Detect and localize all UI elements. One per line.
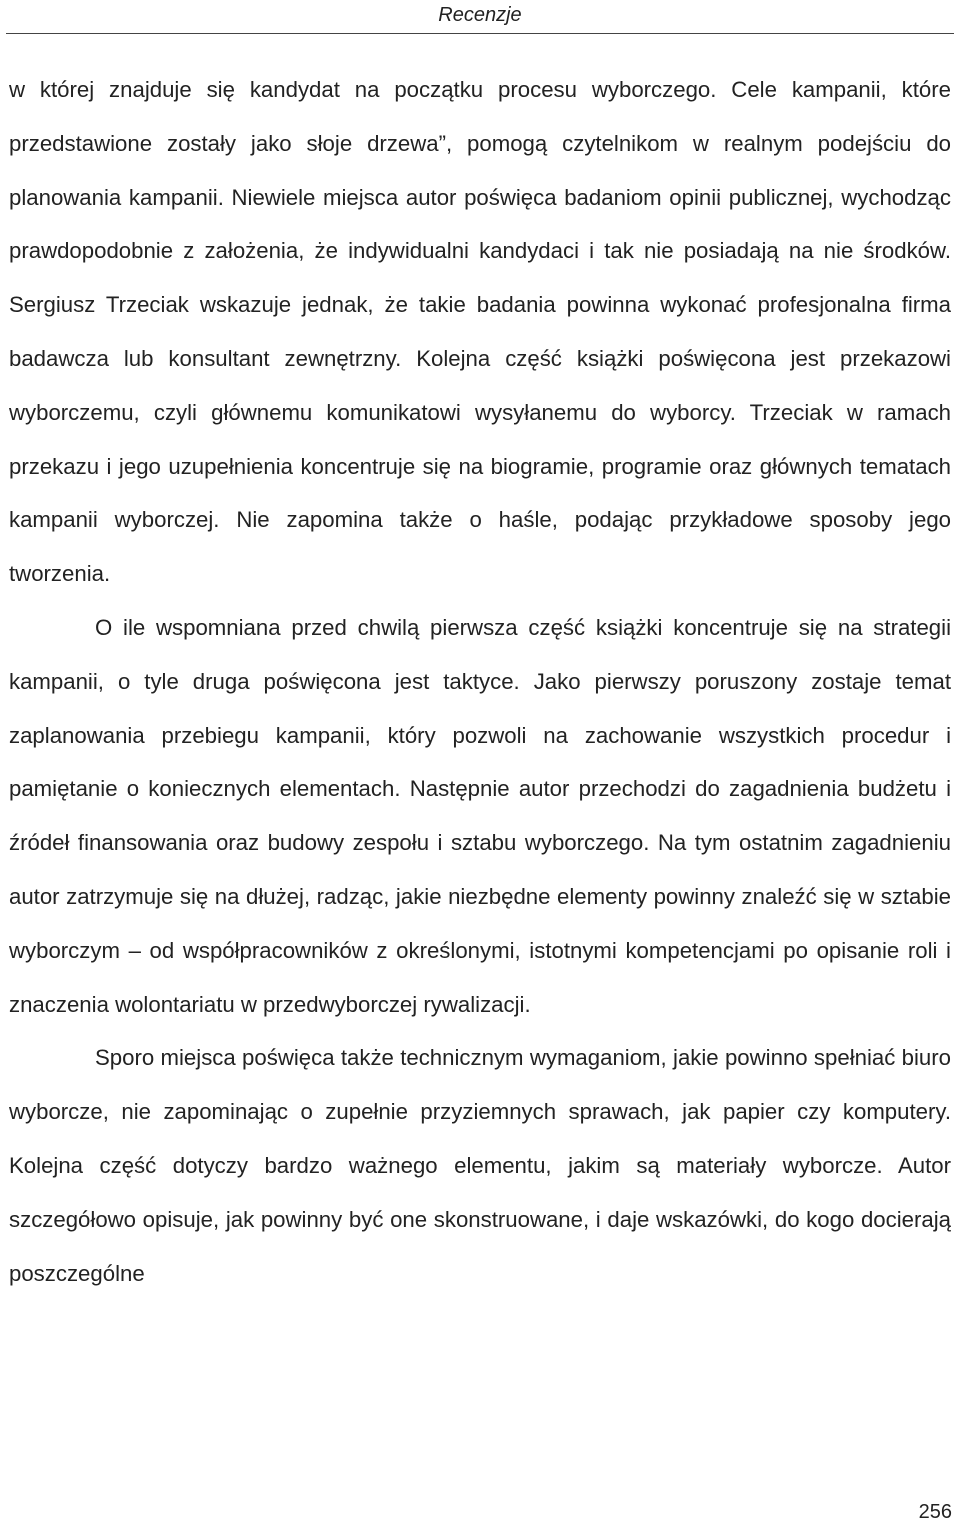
paragraph-1: w której znajduje się kandydat na początku procesu wyborczego. Cele kampanii, które przedstawione zostały jako słoje drzewa”, pomogą czytelnikom w realnym podejściu do planowania kampanii. Niewiele miejsca autor poświęca badaniom opinii publicznej, wychodząc prawdopodobnie z założenia, że indywidualni kandydaci i tak nie posiadają na nie środków. Sergiusz Trzeciak wskazuje jednak, że takie badania powinna wykonać profesjonalna firma badawcza lub konsultant zewnętrzny. Kolejna część książki poświęcona jest przekazowi wyborczemu, czyli głównemu komunikatowi wysyłanemu do wyborcy. Trzeciak w ramach przekazu i jego uzupełnienia koncentruje się na biogramie, programie oraz głównych tematach kampanii wyborczej. Nie zapomina także o haśle, podając przykładowe sposoby jego tworzenia. [9,77,951,587]
paragraph-3: Sporo miejsca poświęca także technicznym wymaganiom, jakie powinno spełniać biuro wyborcze, nie zapominając o zupełnie przyziemnych sprawach, jak papier czy komputery. Kolejna część dotyczy bardzo ważnego elementu, jakim są materiały wyborcze. Autor szczegółowo opisuje, jak powinny być one skonstruowane, i daje wskazówki, do kogo docierają poszczególne [9,1045,951,1286]
body-text [9,63,951,1300]
header-rule [6,33,954,34]
page-number: 256 [918,1501,952,1523]
running-header: Recenzje [438,4,522,26]
paragraph-2: O ile wspomniana przed chwilą pierwsza część książki koncentruje się na strategii kampanii, o tyle druga poświęcona jest taktyce. Jako pierwszy poruszony zostaje temat zaplanowania przebiegu kampanii, który pozwoli na zachowanie wszystkich procedur i pamiętanie o koniecznych elementach. Następnie autor przechodzi do zagadnienia budżetu i źródeł finansowania oraz budowy zespołu i sztabu wyborczego. Na tym ostatnim zagadnieniu autor zatrzymuje się na dłużej, radząc, jakie niezbędne elementy powinny znaleźć się w sztabie wyborczym – od współpracowników z określonymi, istotnymi kompetencjami po opisanie roli i znaczenia wolontariatu w przedwyborczej rywalizacji. [9,614,951,1017]
